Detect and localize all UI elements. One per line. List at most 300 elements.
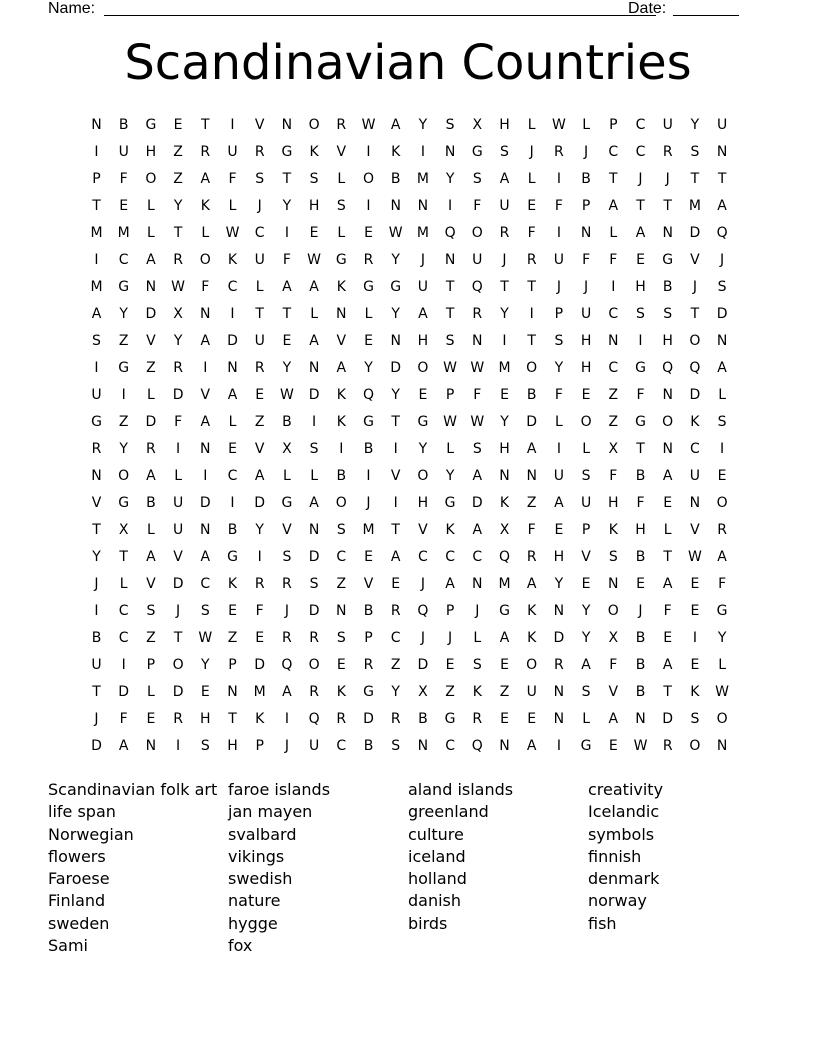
grid-letter: J — [475, 603, 480, 619]
grid-row — [0, 652, 816, 679]
grid-letter: D — [363, 711, 374, 727]
grid-letter: J — [556, 279, 561, 295]
grid-letter: D — [662, 711, 674, 727]
grid-letter: A — [662, 576, 673, 592]
date-line — [673, 15, 739, 16]
grid-letter: R — [200, 144, 211, 160]
grid-letter: F — [201, 279, 210, 295]
grid-letter: B — [91, 630, 102, 646]
grid-letter: X — [173, 306, 183, 322]
grid-letter: B — [336, 468, 347, 484]
grid-letter: L — [146, 198, 155, 214]
grid-letter: L — [527, 117, 536, 133]
grid-letter: T — [636, 198, 645, 214]
grid-letter: A — [118, 738, 129, 754]
grid-letter: I — [556, 738, 561, 754]
grid-letter: G — [580, 738, 592, 754]
grid-letter: E — [581, 387, 591, 403]
grid-letter: S — [663, 306, 673, 322]
grid-letter: W — [307, 252, 322, 268]
grid-letter: F — [527, 225, 536, 241]
grid-letter: A — [282, 684, 292, 700]
grid-letter: F — [554, 387, 563, 403]
grid-letter: G — [118, 360, 130, 376]
grid-letter: A — [336, 360, 347, 376]
word-item: sweden — [48, 913, 110, 933]
grid-letter: T — [173, 225, 183, 241]
grid-letter: F — [282, 252, 291, 268]
word-item: svalbard — [228, 824, 297, 844]
grid-letter: G — [499, 603, 510, 619]
grid-letter: C — [635, 117, 646, 133]
grid-row — [0, 247, 816, 274]
grid-letter: C — [635, 144, 646, 160]
grid-letter: E — [581, 576, 591, 592]
grid-letter: A — [526, 738, 537, 754]
grid-letter: R — [309, 630, 319, 646]
grid-letter: T — [391, 414, 400, 430]
grid-letter: W — [388, 225, 403, 241]
grid-letter: A — [200, 414, 211, 430]
grid-letter: A — [91, 306, 102, 322]
grid-letter: Y — [282, 360, 292, 376]
grid-letter: D — [145, 414, 157, 430]
grid-letter: O — [172, 657, 184, 673]
grid-letter: I — [692, 630, 697, 646]
grid-letter: T — [717, 171, 727, 187]
grid-letter: B — [118, 117, 129, 133]
grid-letter: N — [227, 684, 238, 700]
grid-letter: X — [472, 117, 483, 133]
grid-letter: L — [663, 522, 672, 538]
grid-letter: I — [176, 441, 181, 457]
grid-letter: F — [119, 171, 128, 187]
grid-letter: N — [145, 738, 157, 754]
grid-letter: W — [470, 360, 485, 376]
grid-letter: S — [581, 468, 591, 484]
grid-letter: S — [500, 144, 509, 160]
grid-letter: G — [281, 144, 293, 160]
grid-letter: N — [499, 468, 510, 484]
grid-letter: E — [391, 576, 401, 592]
word-column — [48, 779, 217, 957]
grid-letter: Q — [689, 360, 701, 376]
grid-letter: S — [200, 603, 210, 619]
grid-letter: B — [662, 279, 673, 295]
grid-letter: I — [366, 144, 371, 160]
grid-letter: V — [418, 522, 428, 538]
grid-letter: F — [718, 576, 727, 592]
grid-letter: J — [638, 171, 643, 187]
grid-letter: S — [554, 333, 564, 349]
grid-letter: K — [336, 414, 346, 430]
grid-letter: U — [580, 495, 592, 511]
grid-letter: I — [176, 738, 181, 754]
grid-row — [0, 301, 816, 328]
grid-letter: K — [227, 576, 238, 592]
grid-letter: O — [471, 225, 483, 241]
grid-letter: U — [91, 387, 102, 403]
grid-letter: D — [227, 333, 238, 349]
grid-letter: I — [366, 468, 371, 484]
grid-letter: K — [527, 630, 537, 646]
word-item: Icelandic — [588, 802, 660, 822]
grid-letter: W — [633, 738, 648, 754]
grid-letter: I — [556, 171, 561, 187]
grid-letter: T — [663, 198, 672, 214]
grid-letter: B — [635, 549, 646, 565]
grid-letter: C — [336, 738, 347, 754]
grid-letter: G — [281, 495, 293, 511]
grid-letter: S — [200, 738, 210, 754]
grid-letter: M — [90, 279, 103, 295]
grid-letter: F — [527, 522, 536, 538]
grid-letter: C — [472, 549, 483, 565]
grid-letter: B — [635, 684, 646, 700]
grid-letter: D — [308, 603, 320, 619]
grid-letter: H — [635, 279, 646, 295]
grid-letter: R — [526, 252, 537, 268]
grid-letter: I — [94, 360, 99, 376]
grid-letter: U — [526, 684, 537, 700]
grid-letter: R — [554, 144, 564, 160]
grid-letter: Z — [146, 630, 156, 646]
grid-letter: H — [635, 522, 646, 538]
grid-letter: J — [94, 711, 99, 727]
grid-letter: W — [225, 225, 240, 241]
grid-letter: A — [635, 225, 646, 241]
grid-letter: S — [690, 711, 700, 727]
grid-letter: Y — [391, 387, 400, 403]
grid-letter: E — [636, 576, 645, 592]
grid-letter: Q — [716, 225, 728, 241]
grid-letter: Z — [336, 576, 347, 592]
word-item: Norwegian — [48, 824, 134, 844]
grid-letter: D — [417, 657, 429, 673]
grid-letter: I — [502, 333, 507, 349]
grid-letter: I — [556, 441, 561, 457]
grid-letter: I — [611, 279, 616, 295]
grid-letter: M — [498, 360, 511, 376]
grid-letter: P — [581, 522, 591, 538]
grid-letter: J — [284, 738, 289, 754]
grid-letter: W — [361, 117, 376, 133]
grid-letter: A — [581, 657, 591, 673]
header — [48, 0, 748, 20]
grid-letter: G — [635, 414, 646, 430]
grid-letter: E — [608, 738, 618, 754]
grid-letter: Y — [418, 441, 428, 457]
grid-letter: U — [580, 306, 592, 322]
grid-letter: Y — [690, 117, 700, 133]
grid-letter: D — [689, 387, 701, 403]
grid-letter: K — [336, 387, 346, 403]
grid-letter: E — [228, 441, 237, 457]
name-label: Name: — [48, 0, 96, 17]
grid-letter: Y — [391, 684, 400, 700]
grid-letter: R — [472, 711, 483, 727]
grid-letter: F — [636, 387, 645, 403]
grid-letter: N — [689, 495, 701, 511]
grid-letter: B — [363, 603, 374, 619]
grid-letter: C — [445, 738, 455, 754]
grid-letter: R — [390, 603, 401, 619]
grid-letter: U — [118, 144, 129, 160]
word-item: danish — [408, 891, 462, 911]
grid-letter: P — [228, 657, 237, 673]
grid-letter: I — [230, 117, 235, 133]
grid-letter: O — [362, 171, 375, 187]
grid-letter: H — [417, 495, 429, 511]
grid-letter: L — [146, 522, 155, 538]
grid-letter: H — [662, 333, 673, 349]
grid-letter: L — [527, 171, 536, 187]
grid-letter: R — [717, 522, 727, 538]
grid-letter: I — [121, 387, 126, 403]
grid-letter: X — [608, 441, 619, 457]
letter-grid — [0, 112, 816, 760]
grid-letter: A — [499, 630, 510, 646]
grid-letter: N — [417, 738, 429, 754]
grid-letter: Y — [581, 630, 591, 646]
grid-letter: C — [690, 441, 700, 457]
grid-letter: I — [203, 468, 208, 484]
grid-row — [0, 436, 816, 463]
word-item: life span — [48, 802, 116, 822]
grid-letter: I — [312, 414, 317, 430]
grid-letter: E — [336, 657, 346, 673]
grid-letter: I — [94, 603, 99, 619]
grid-letter: C — [608, 360, 619, 376]
grid-letter: V — [254, 117, 265, 133]
grid-letter: R — [173, 252, 183, 268]
grid-letter: G — [417, 414, 429, 430]
grid-letter: E — [500, 387, 509, 403]
grid-letter: G — [662, 252, 674, 268]
grid-letter: Y — [500, 414, 509, 430]
grid-letter: K — [690, 684, 700, 700]
grid-letter: N — [553, 711, 565, 727]
grid-letter: S — [472, 657, 482, 673]
grid-row — [0, 355, 816, 382]
grid-letter: F — [609, 252, 618, 268]
grid-letter: A — [146, 549, 156, 565]
grid-letter: T — [445, 279, 455, 295]
grid-letter: L — [337, 171, 346, 187]
grid-letter: Y — [581, 603, 591, 619]
grid-letter: U — [553, 252, 565, 268]
grid-letter: G — [444, 711, 456, 727]
grid-letter: K — [527, 603, 537, 619]
grid-letter: G — [390, 279, 402, 295]
grid-letter: Y — [364, 360, 373, 376]
grid-letter: J — [665, 171, 670, 187]
grid-letter: O — [716, 711, 728, 727]
grid-letter: F — [228, 171, 237, 187]
grid-letter: Y — [445, 468, 455, 484]
grid-letter: S — [309, 441, 319, 457]
grid-letter: G — [444, 495, 456, 511]
grid-letter: R — [390, 711, 401, 727]
grid-letter: R — [472, 306, 483, 322]
grid-letter: E — [255, 630, 265, 646]
grid-letter: N — [608, 576, 619, 592]
grid-letter: I — [230, 306, 235, 322]
grid-letter: F — [255, 603, 264, 619]
grid-letter: K — [445, 522, 455, 538]
grid-letter: V — [690, 252, 700, 268]
grid-letter: Z — [445, 684, 455, 700]
grid-letter: V — [336, 144, 347, 160]
grid-letter: E — [527, 711, 537, 727]
grid-letter: N — [336, 306, 347, 322]
grid-letter: J — [448, 630, 453, 646]
grid-letter: E — [717, 468, 727, 484]
grid-letter: W — [551, 117, 566, 133]
grid-letter: N — [716, 738, 728, 754]
grid-letter: R — [309, 684, 319, 700]
grid-letter: T — [92, 522, 101, 538]
grid-letter: S — [309, 576, 319, 592]
grid-letter: N — [580, 225, 592, 241]
grid-letter: E — [364, 549, 373, 565]
grid-letter: A — [445, 576, 455, 592]
grid-letter: R — [254, 144, 265, 160]
grid-letter: C — [200, 576, 211, 592]
grid-letter: N — [145, 279, 157, 295]
word-item: Faroese — [48, 869, 110, 889]
grid-letter: F — [663, 603, 672, 619]
word-column — [408, 779, 513, 935]
grid-letter: T — [173, 630, 183, 646]
grid-row — [0, 706, 816, 733]
grid-letter: U — [172, 495, 184, 511]
grid-letter: N — [662, 225, 673, 241]
word-item: fish — [588, 913, 617, 933]
grid-letter: Z — [390, 657, 401, 673]
grid-letter: Y — [554, 360, 564, 376]
grid-letter: I — [393, 441, 398, 457]
word-item: creativity — [588, 780, 664, 799]
grid-letter: B — [635, 468, 646, 484]
grid-letter: G — [363, 684, 374, 700]
grid-letter: I — [529, 306, 534, 322]
grid-letter: A — [526, 441, 537, 457]
grid-letter: Y — [119, 441, 128, 457]
grid-letter: U — [553, 468, 565, 484]
grid-letter: E — [255, 387, 265, 403]
grid-letter: N — [526, 468, 537, 484]
grid-letter: L — [310, 468, 318, 484]
grid-letter: A — [608, 198, 619, 214]
grid-letter: Z — [146, 360, 156, 376]
grid-row — [0, 625, 816, 652]
grid-letter: S — [282, 549, 292, 565]
grid-letter: O — [145, 171, 157, 187]
grid-letter: D — [689, 225, 701, 241]
grid-letter: O — [662, 414, 674, 430]
grid-letter: K — [499, 495, 510, 511]
grid-row — [0, 517, 816, 544]
grid-letter: J — [176, 603, 181, 619]
grid-letter: V — [254, 441, 265, 457]
grid-letter: I — [448, 198, 453, 214]
grid-letter: R — [554, 657, 564, 673]
grid-letter: A — [662, 468, 673, 484]
grid-letter: E — [228, 603, 237, 619]
grid-letter: V — [173, 549, 183, 565]
grid-letter: M — [688, 198, 701, 214]
grid-letter: V — [581, 549, 591, 565]
grid-letter: Q — [362, 387, 375, 403]
grid-letter: L — [582, 711, 590, 727]
grid-letter: F — [582, 252, 591, 268]
grid-letter: G — [118, 279, 130, 295]
grid-letter: C — [118, 252, 129, 268]
grid-letter: O — [526, 657, 538, 673]
grid-letter: B — [581, 171, 591, 187]
grid-letter: L — [282, 468, 291, 484]
grid-letter: E — [690, 603, 700, 619]
grid-letter: B — [363, 738, 374, 754]
grid-letter: A — [717, 360, 727, 376]
grid-row — [0, 571, 816, 598]
grid-letter: U — [472, 252, 483, 268]
grid-letter: S — [636, 306, 645, 322]
grid-letter: G — [335, 252, 347, 268]
grid-letter: N — [716, 144, 728, 160]
grid-letter: E — [364, 333, 373, 349]
word-item: holland — [408, 869, 467, 889]
grid-letter: T — [391, 522, 400, 538]
grid-letter: I — [638, 333, 643, 349]
grid-row — [0, 490, 816, 517]
grid-letter: U — [227, 144, 238, 160]
grid-letter: Q — [662, 360, 674, 376]
grid-letter: N — [444, 144, 456, 160]
grid-letter: M — [498, 576, 511, 592]
grid-letter: S — [717, 414, 727, 430]
grid-letter: L — [146, 684, 155, 700]
grid-letter: R — [662, 738, 673, 754]
grid-letter: K — [309, 144, 319, 160]
grid-letter: N — [308, 522, 320, 538]
grid-letter: D — [91, 738, 102, 754]
grid-letter: L — [446, 441, 454, 457]
grid-letter: J — [94, 576, 99, 592]
grid-letter: B — [418, 711, 428, 727]
grid-letter: O — [417, 468, 429, 484]
grid-letter: T — [690, 306, 700, 322]
grid-letter: U — [499, 198, 510, 214]
word-item: Sami — [48, 936, 88, 956]
word-item: finnish — [588, 846, 642, 866]
grid-letter: G — [363, 414, 374, 430]
grid-letter: C — [608, 144, 619, 160]
grid-letter: K — [336, 279, 346, 295]
grid-letter: C — [418, 549, 428, 565]
grid-letter: D — [553, 630, 565, 646]
grid-letter: Q — [498, 549, 511, 565]
grid-letter: Y — [282, 198, 292, 214]
grid-letter: G — [471, 144, 483, 160]
grid-letter: L — [201, 225, 210, 241]
grid-letter: L — [310, 306, 318, 322]
grid-letter: N — [91, 117, 102, 133]
grid-letter: Z — [526, 495, 537, 511]
grid-letter: E — [119, 198, 129, 214]
grid-letter: Q — [417, 603, 429, 619]
